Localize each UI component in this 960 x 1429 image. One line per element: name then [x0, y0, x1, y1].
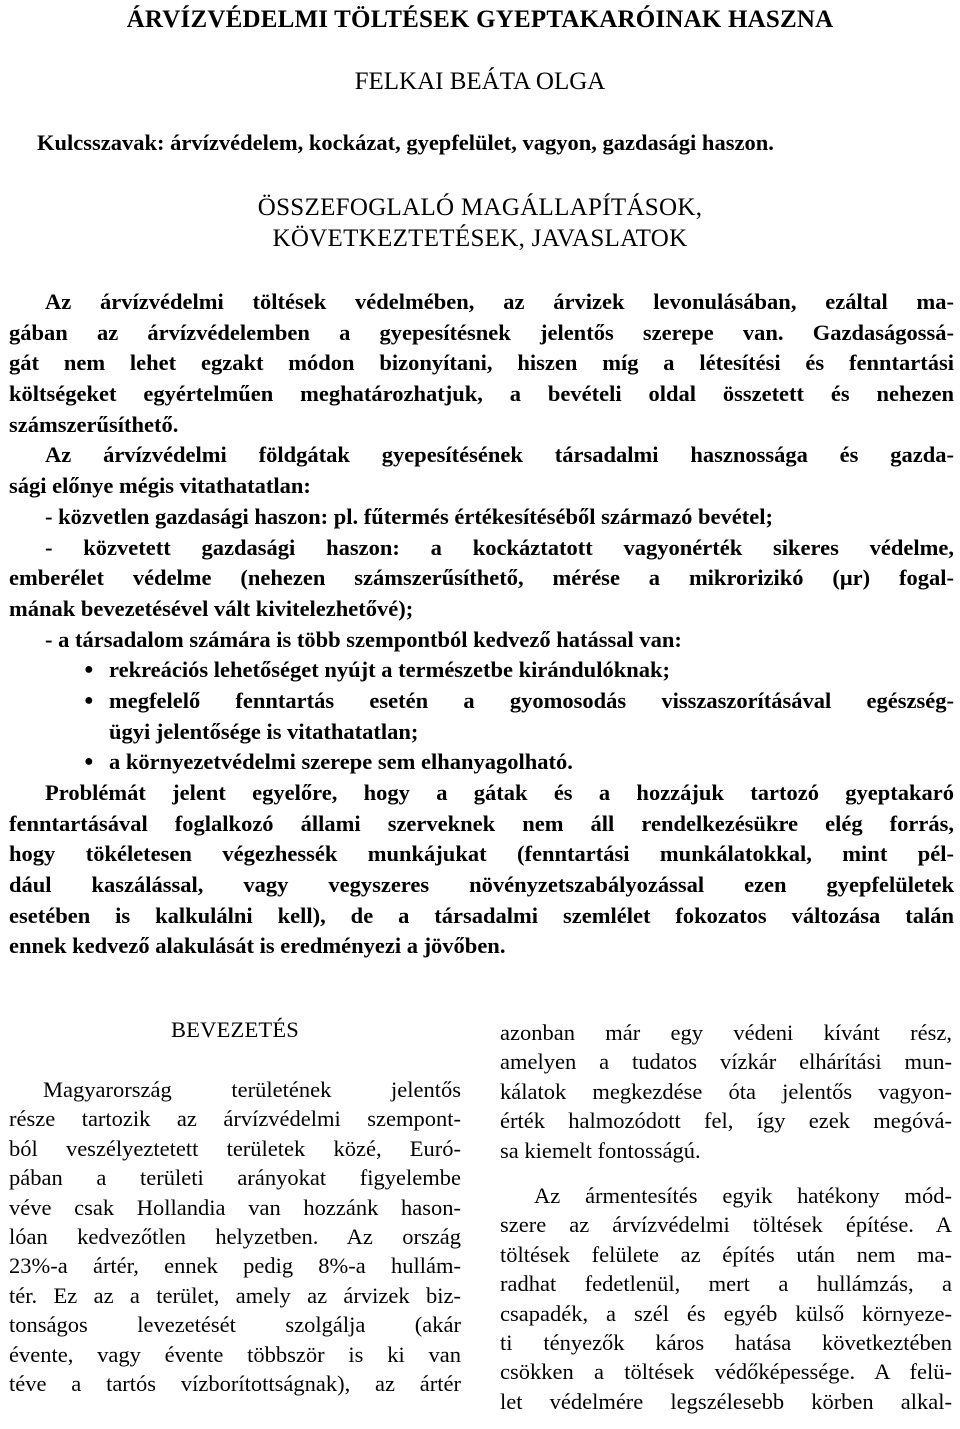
keywords-line: Kulcsszavak: árvízvédelem, kockázat, gyepfelület, vagyon, gazdasági haszon. [37, 130, 774, 155]
left-column-line: 23%-a ártér, ennek pedig 8%-a hullám- [9, 1253, 461, 1279]
left-column-line: véve csak Hollandia van hozzánk hason- [9, 1194, 461, 1220]
summary-heading-line: KÖVETKEZTETÉSEK, JAVASLATOK [272, 225, 688, 252]
problem-line: fenntartásával foglalkozó állami szerveknek nem áll rendelkezésükre elég forrás, [9, 810, 954, 836]
problem-line: Problémát jelent egyelőre, hogy a gátak és a hozzájuk tartozó gyeptakaró [45, 780, 954, 805]
left-column-line: pában a területi arányokat figyelembe [9, 1165, 461, 1191]
right-column [500, 1018, 952, 1416]
summary-heading-line: ÖSSZEFOGLALÓ MAGÁLLAPÍTÁSOK, [257, 194, 703, 221]
summary-line: mának bevezetésével vált kivitelezhetővé); [9, 595, 414, 621]
summary-dash-item: - közvetlen gazdasági haszon: pl. fűtermés értékesítéséből származó bevétel; [45, 503, 773, 529]
left-column [9, 1015, 461, 1398]
summary-line: gát nem lehet egzakt módon bizonyítani, hiszen míg a létesítési és fenntartási [9, 350, 954, 376]
right-column-line: let védelmére legszélesebb körben alkal- [500, 1388, 952, 1414]
left-column-line: ból veszélyeztetett területek közé, Euró- [9, 1135, 461, 1161]
bullet-dot-icon: ● [84, 661, 94, 679]
problem-line: hogy tökéletesen végezhessék munkájukat (fenntartási munkálatokkal, mint pél- [9, 841, 954, 867]
problem-line: dául kaszálással, vagy vegyszeres növényzetszabályozással ezen gyepfelületek [9, 872, 954, 898]
left-column-line: része tartozik az árvízvédelmi szempont- [9, 1106, 461, 1132]
bullet-item [9, 747, 954, 778]
summary-line: sági előnye mégis vitathatatlan: [9, 473, 311, 499]
right-column-line: kálatok megkezdése óta jelentős vagyon- [500, 1078, 952, 1104]
right-column-line: csökken a töltések védőképessége. A felü- [500, 1359, 952, 1385]
left-column-line: évente, vagy évente többször is ki van [9, 1341, 461, 1367]
right-column-line: szere az árvízvédelmi töltések építése. A [500, 1212, 952, 1238]
left-column-line: téve a tartós vízborítottságnak), az ártér [9, 1370, 461, 1396]
summary-line: számszerűsíthető. [9, 411, 179, 437]
bullet-continuation: ügyi jelentősége is vitathatatlan; [109, 718, 419, 744]
bullet-item [9, 686, 954, 717]
summary-line: Az árvízvédelmi töltések védelmében, az árvizek levonulásában, ezáltal ma- [45, 289, 954, 314]
summary-line: költségeket egyértelműen meghatározhatjuk, a bevételi oldal összetett és nehezen [9, 381, 954, 407]
paragraph-gap [500, 1165, 952, 1181]
left-column-line: tér. Ez az a terület, amely az árvizek biz- [9, 1282, 461, 1308]
summary-heading [0, 192, 960, 254]
right-column-line: amelyen a tudatos vízkár elhárítási mun- [500, 1049, 952, 1075]
problem-line: ennek kedvező alakulását is eredményezi a jövőben. [9, 933, 506, 959]
right-column-line: azonban már egy védeni kívánt rész, [500, 1020, 952, 1045]
right-column-line: sa kiemelt fontosságú. [500, 1137, 701, 1163]
right-column-line: érték halmozódott fel, így ezek megóvá- [500, 1108, 952, 1134]
problem-line: esetében is kalkulálni kell), de a társadalmi szemlélet fokozatos változása talán [9, 902, 954, 928]
right-column-line: ti tényezők káros hatása következtében [500, 1329, 952, 1355]
right-column-line: töltések felülete az építés után nem ma- [500, 1241, 952, 1267]
summary-line: Az árvízvédelmi földgátak gyepesítésének társadalmi hasznossága és gazda- [45, 442, 954, 468]
bullet-text: rekreációs lehetőséget nyújt a természetbe kirándulóknak; [109, 657, 670, 683]
right-column-line: radhat fedetlenül, mert a hullámzás, a [500, 1271, 952, 1297]
summary-block [9, 287, 954, 962]
summary-line: emberélet védelme (nehezen számszerűsíthető, mérése a mikrorizikó (μr) fogal- [9, 565, 954, 591]
right-column-line: csapadék, a szél és egyéb külső környeze- [500, 1300, 952, 1326]
bullet-dot-icon: ● [84, 691, 94, 709]
left-column-line: tonságos levezetését szolgálja (akár [9, 1312, 461, 1338]
summary-dash-item: - közvetett gazdasági haszon: a kockáztatott vagyonérték sikeres védelme, [45, 534, 954, 560]
summary-line: gában az árvízvédelemben a gyepesítésnek jelentős szerepe van. Gazdaságossá- [9, 319, 954, 345]
author-name: FELKAI BEÁTA OLGA [354, 68, 606, 95]
right-column-line: Az ármentesítés egyik hatékony mód- [534, 1182, 952, 1208]
section-heading-introduction: BEVEZETÉS [170, 1017, 300, 1042]
left-column-line: Magyarország területének jelentős [43, 1077, 461, 1102]
bullet-text: a környezetvédelmi szerepe sem elhanyagolható. [109, 749, 573, 775]
paper-title: ÁRVÍZVÉDELMI TÖLTÉSEK GYEPTAKARÓINAK HASZNA [126, 6, 834, 33]
left-column-line: lóan kedvezőtlen helyzetben. Az ország [9, 1223, 461, 1249]
bullet-dot-icon: ● [84, 753, 94, 771]
summary-dash-item: - a társadalom számára is több szempontból kedvező hatással van: [45, 626, 682, 652]
bullet-item [9, 655, 954, 686]
bullet-text: megfelelő fenntartás esetén a gyomosodás visszaszorításával egészség- [109, 687, 954, 713]
